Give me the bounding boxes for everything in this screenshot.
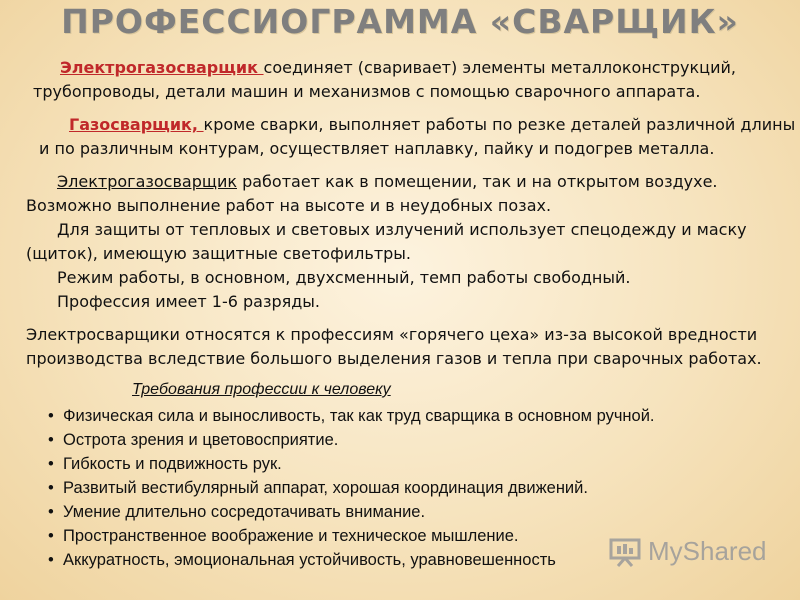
term-gas-welder: Газосварщик, — [69, 115, 204, 134]
p3-line5: Режим работы, в основном, двухсменный, темп работы свободный. — [57, 268, 631, 287]
p2-line2: и по различным контурам, осуществляет наплавку, пайку и подогрев металла. — [39, 139, 715, 158]
p1-line2: трубопроводы, детали машин и механизмов с помощью сварочного аппарата. — [33, 82, 701, 101]
p3-line3: Для защиты от тепловых и световых излучений использует спецодежду и маску — [57, 220, 747, 239]
p3-line6: Профессия имеет 1-6 разряды. — [57, 292, 321, 311]
requirements-title: Требования профессии к человеку — [132, 381, 391, 398]
p4-line1: Электросварщики относятся к профессиям «горячего цеха» из-за высокой вредности — [26, 325, 758, 344]
requirement-item: • Аккуратность, эмоциональная устойчивость, уравновешенность — [48, 548, 768, 572]
p3-line4: (щиток), имеющую защитные светофильтры. — [26, 244, 412, 263]
p4-line2: производства вследствие большого выделения газов и тепла при сварочных работах. — [26, 349, 762, 368]
watermark-text: MyShared — [648, 536, 767, 566]
p2-line1: кроме сварки, выполняет работы по резке деталей различной длины — [203, 115, 796, 134]
requirement-item: • Развитый вестибулярный аппарат, хорошая координация движений. — [48, 476, 768, 500]
requirement-item: • Пространственное воображение и техническое мышление. — [48, 524, 768, 548]
paragraph-gas-welder — [39, 113, 799, 161]
paragraph-hot-shop — [26, 323, 796, 371]
requirement-item: • Гибкость и подвижность рук. — [48, 452, 768, 476]
paragraph-electro-gas-welder — [33, 56, 793, 104]
requirement-item: • Физическая сила и выносливость, так как труд сварщика в основном ручной. — [48, 404, 673, 428]
p1-line1: соединяет (сваривает) элементы металлоконструкций, — [263, 58, 736, 77]
watermark-logo — [608, 536, 767, 567]
requirement-item: • Умение длительно сосредотачивать внимание. — [48, 500, 768, 524]
p3-line1: работает как в помещении, так и на открытом воздухе. — [237, 172, 718, 191]
term-electro-gas-welder: Электрогазосварщик — [60, 58, 264, 77]
term-electro-gas-welder-2: Электрогазосварщик — [57, 172, 237, 191]
paragraph-working-conditions — [26, 170, 786, 314]
presentation-board-icon — [608, 537, 642, 567]
p3-line2: Возможно выполнение работ на высоте и в неудобных позах. — [26, 196, 552, 215]
requirement-item: • Острота зрения и цветовосприятие. — [48, 428, 768, 452]
page-title: ПРОФЕССИОГРАММА «СВАРЩИК» — [61, 2, 739, 41]
